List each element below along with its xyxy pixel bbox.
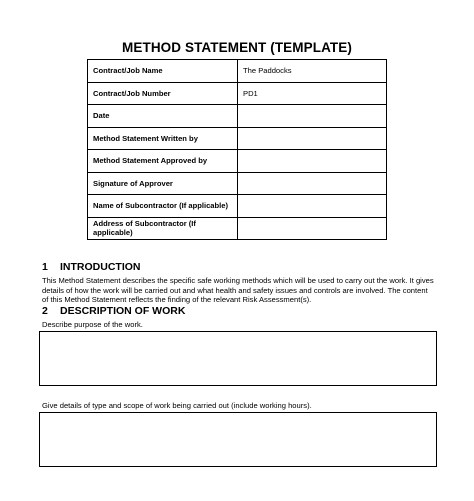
info-table	[87, 59, 387, 240]
purpose-text-box[interactable]	[39, 331, 437, 386]
row-label: Signature of Approver	[88, 172, 238, 195]
row-value[interactable]	[238, 127, 387, 150]
table-row	[88, 60, 387, 83]
section-description-heading	[42, 305, 185, 317]
row-value[interactable]: The Paddocks	[238, 60, 387, 83]
table-row	[88, 150, 387, 173]
introduction-text: This Method Statement describes the specific safe working methods which will be used to carry out the work. It gives details of how the work will be carried out and what health and safety issues and controls are involved. The content of this Method Statement reflects the finding of the relevant Risk Assessment(s).	[42, 276, 434, 305]
section-introduction-heading	[42, 261, 141, 273]
table-row	[88, 105, 387, 128]
table-row	[88, 82, 387, 105]
page-title: METHOD STATEMENT (TEMPLATE)	[122, 40, 352, 55]
section-title: DESCRIPTION OF WORK	[60, 305, 186, 317]
section-number: 1	[42, 261, 48, 273]
row-value[interactable]	[238, 172, 387, 195]
row-value[interactable]: PD1	[238, 82, 387, 105]
scope-prompt: Give details of type and scope of work being carried out (include working hours).	[42, 401, 312, 410]
row-label: Address of Subcontractor (If applicable)	[88, 217, 238, 240]
section-number: 2	[42, 305, 48, 317]
row-label: Name of Subcontractor (If applicable)	[88, 195, 238, 218]
row-value[interactable]	[238, 195, 387, 218]
row-label: Date	[88, 105, 238, 128]
section-title: INTRODUCTION	[60, 261, 141, 273]
row-value[interactable]	[238, 217, 387, 240]
row-label: Method Statement Approved by	[88, 150, 238, 173]
row-label: Method Statement Written by	[88, 127, 238, 150]
purpose-prompt: Describe purpose of the work.	[42, 320, 143, 329]
row-label: Contract/Job Number	[88, 82, 238, 105]
table-row	[88, 217, 387, 240]
row-value[interactable]	[238, 150, 387, 173]
row-value[interactable]	[238, 105, 387, 128]
scope-text-box[interactable]	[39, 412, 437, 467]
table-row	[88, 195, 387, 218]
table-row	[88, 172, 387, 195]
row-label: Contract/Job Name	[88, 60, 238, 83]
table-row	[88, 127, 387, 150]
